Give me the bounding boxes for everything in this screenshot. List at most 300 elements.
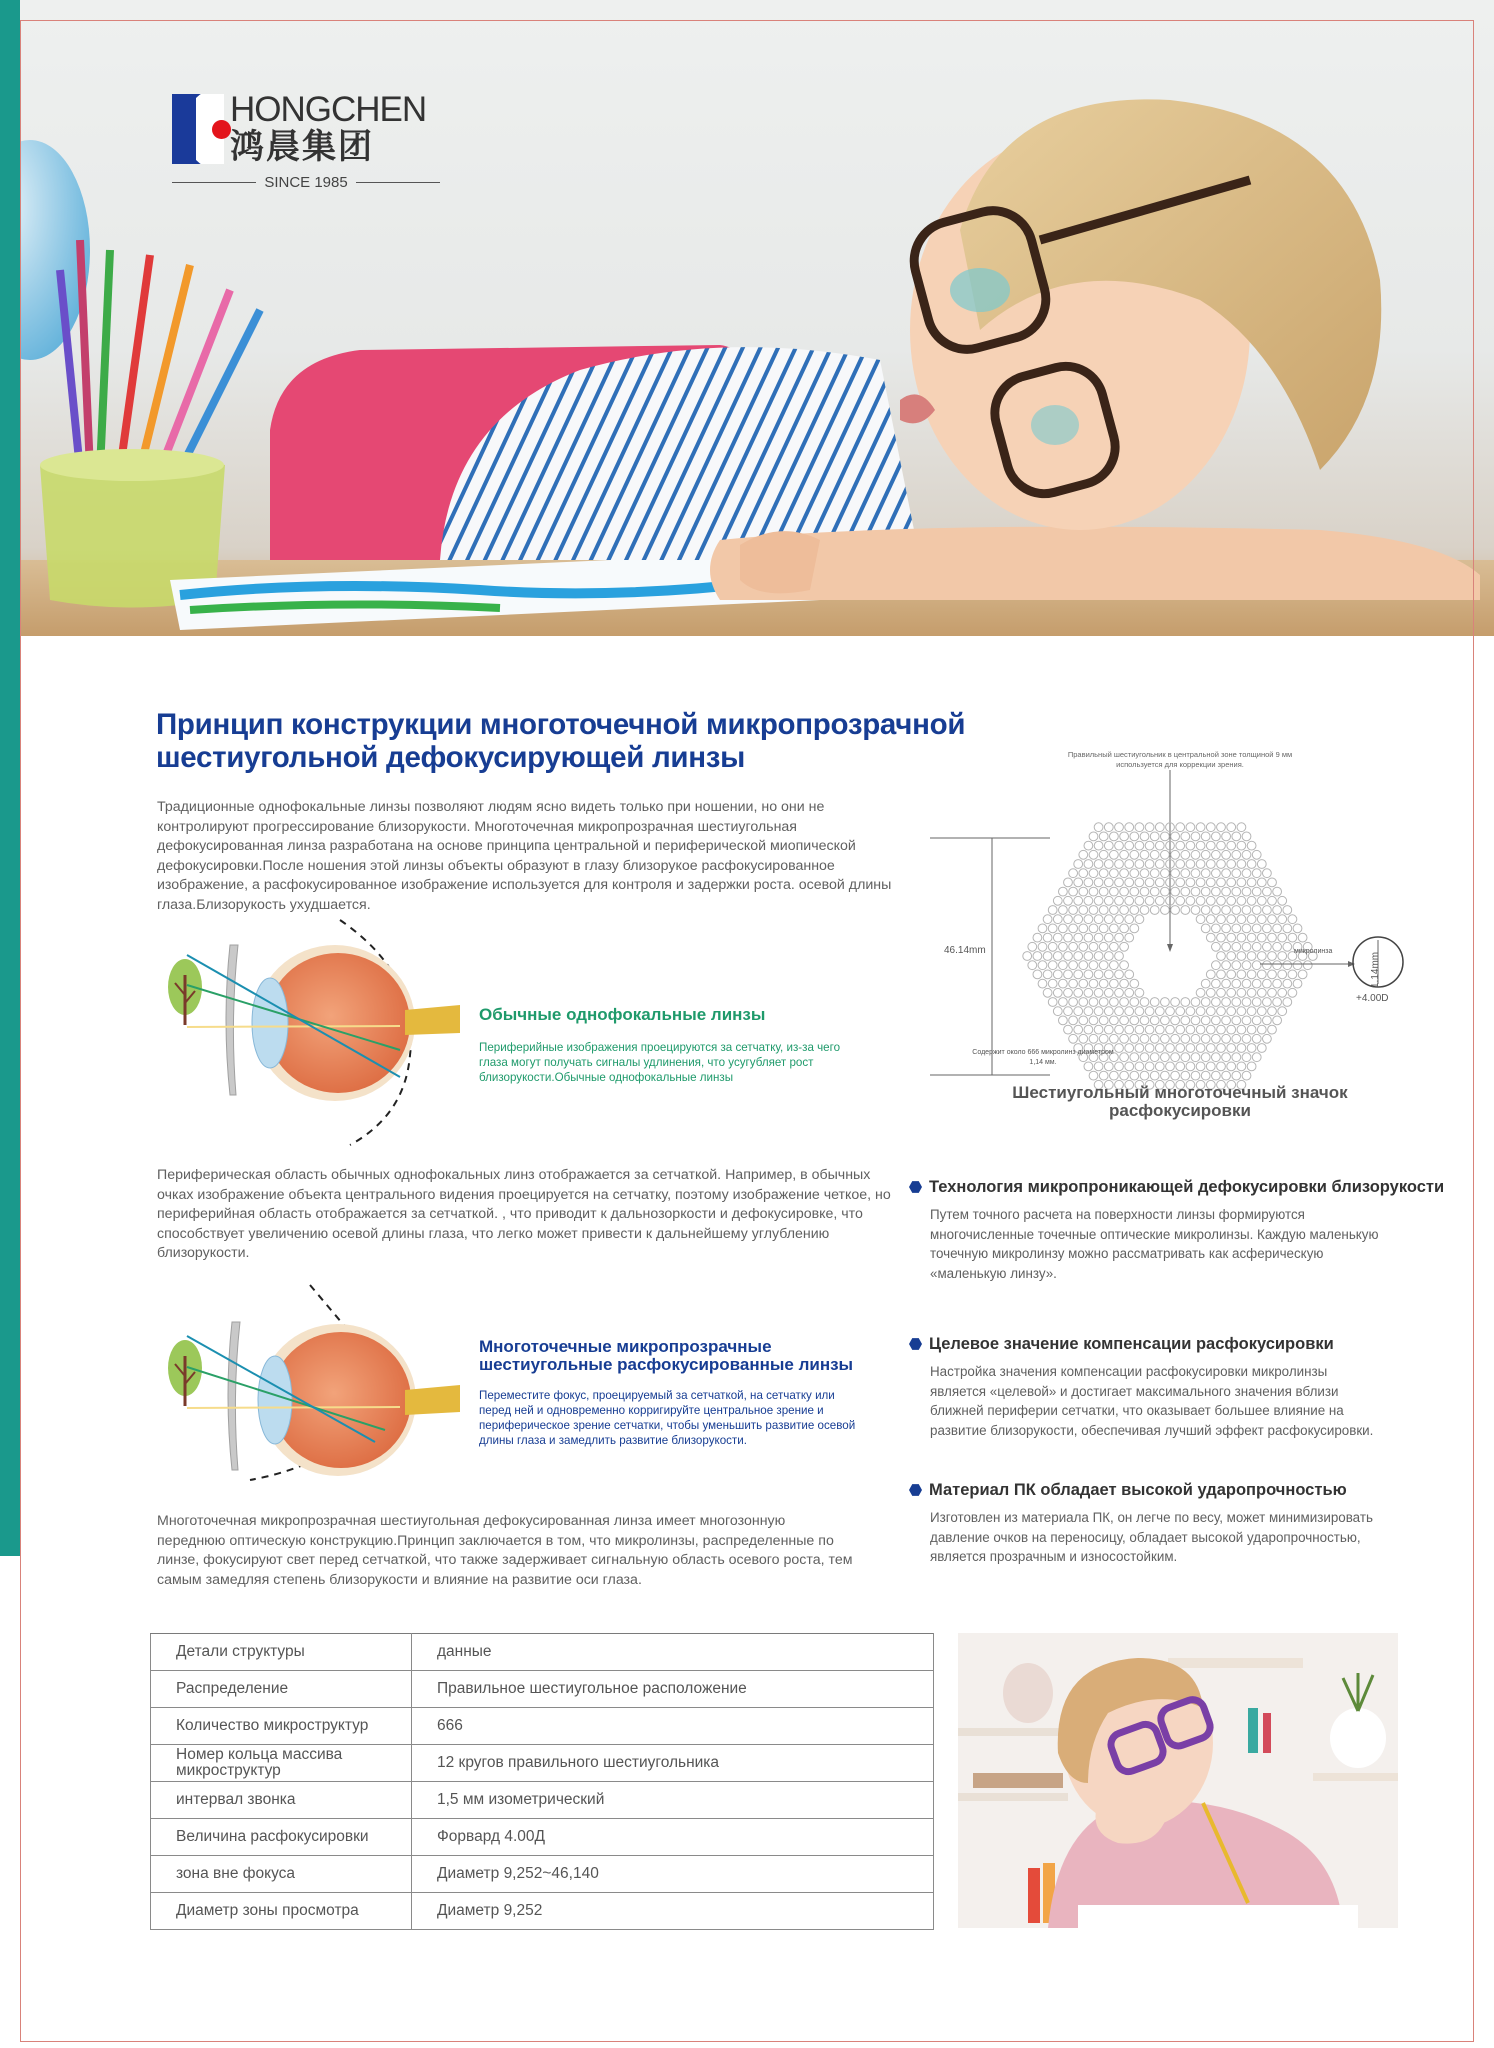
microlens-dot [1227,896,1236,905]
microlens-dot [1048,906,1057,915]
microlens-dot [1283,998,1292,1007]
microlens-dot [1212,1071,1221,1080]
microlens-dot [1115,988,1124,997]
single-vision-heading: Обычные однофокальные линзы [479,1005,766,1024]
microlens-dot [1161,1016,1170,1025]
table-row [151,1856,934,1893]
feature-text: Настройка значения компенсации расфокусировки микролинзы является «целевой» и достигает максимального значения вблизи ближней периферии сетчатки, что оказывает большее влияние на развитие близорукости, обеспечивая лучший эффект расфокусировки. [930,1364,1374,1438]
microlens-dot [1110,869,1119,878]
microlens-dot [1130,832,1139,841]
microlens-dot [1120,924,1129,933]
microlens-dot [1125,1007,1134,1016]
microlens-dot [1196,915,1205,924]
microlens-dot [1247,952,1256,961]
table-row [151,1819,934,1856]
microlens-dot [1247,915,1256,924]
microlens-dot [1053,952,1062,961]
microlens-dot [1212,924,1221,933]
microlens-dot [1104,915,1113,924]
microlens-dot [1130,979,1139,988]
microlens-dot [1263,1016,1272,1025]
microlens-dot [1110,906,1119,915]
microlens-dot [1125,1025,1134,1034]
microlens-dot [1125,915,1134,924]
microlens-dot [1069,869,1078,878]
microlens-dot [1130,869,1139,878]
microlens-dot [1273,998,1282,1007]
microlens-dot [1115,915,1124,924]
microlens-dot [1257,860,1266,869]
microlens-dot [1263,998,1272,1007]
microlens-dot [1293,979,1302,988]
microlens-dot [1252,924,1261,933]
microlens-dot [1161,1071,1170,1080]
microlens-dot [1186,1062,1195,1071]
microlens-dot [1048,942,1057,951]
microlens-dot [1191,869,1200,878]
microlens-dot [1089,924,1098,933]
microlens-dot [1135,860,1144,869]
table-cell-value: Правильное шестиугольное расположение [412,1671,934,1708]
microlens-dot [1217,915,1226,924]
microlens-dot [1079,961,1088,970]
microlens-dot [1212,832,1221,841]
microlens-dot [1069,906,1078,915]
microlens-dot [1212,906,1221,915]
microlens-dot [1130,887,1139,896]
microlens-dot [1120,850,1129,859]
table-cell-label: Детали структуры [151,1634,412,1671]
microlens-dot [1104,878,1113,887]
microlens-dot [1278,915,1287,924]
microlens-dot [1288,988,1297,997]
microlens-dot [1110,1034,1119,1043]
microlens-dot [1237,970,1246,979]
microlens-dot [1217,970,1226,979]
microlens-dot [1064,952,1073,961]
microlens-dot [1155,1007,1164,1016]
microlens-dot [1161,869,1170,878]
page-title: Принцип конструкции многоточечной микропрозрачной шестиугольной дефокусирующей линзы [156,708,966,774]
microlens-dot [1237,952,1246,961]
microlens-dot [1120,1053,1129,1062]
microlens-dot [1120,961,1129,970]
microlens-dot [1115,1025,1124,1034]
microlens-dot [1104,1025,1113,1034]
microlens-dot [1227,970,1236,979]
microlens-dot [1115,933,1124,942]
microlens-dot [1222,906,1231,915]
hex-center-note: Правильный шестиугольник в центральной зоне толщиной 9 мм используется для коррекции зрения. [1067,750,1293,769]
microlens-dot [1150,1053,1159,1062]
microlens-dot [1181,906,1190,915]
microlens-dot [1288,970,1297,979]
microlens-dot [1171,1034,1180,1043]
microlens-dot [1196,841,1205,850]
microlens-dot [1293,924,1302,933]
microlens-dot [1257,933,1266,942]
microlens-dot [1099,942,1108,951]
hexagon-bullet-icon [909,1484,922,1497]
microlens-dot [1074,1025,1083,1034]
microlens-dot [1120,887,1129,896]
microlens-dot [1201,832,1210,841]
microlens-dot [1191,906,1200,915]
microlens-dot [1084,933,1093,942]
microlens-dot [1212,1034,1221,1043]
microlens-dot [1257,915,1266,924]
microlens-dot [1048,961,1057,970]
microlens-dot [1135,915,1144,924]
microlens-dot [1247,933,1256,942]
microlens-dot [1268,878,1277,887]
microlens-dot [1099,924,1108,933]
microlens-dot [1120,869,1129,878]
microlens-dot [1257,970,1266,979]
hero-photo [20,0,1494,636]
table-cell-value: 12 кругов правильного шестиугольника [412,1745,934,1782]
microlens-dot [1237,878,1246,887]
microlens-dot [1079,869,1088,878]
microlens-dot [1069,942,1078,951]
microlens-dot [1140,1016,1149,1025]
microlens-dot [1181,850,1190,859]
microlens-dot [1130,998,1139,1007]
microlens-dot [1033,952,1042,961]
microlens-dot [1099,961,1108,970]
microlens-dot [1222,850,1231,859]
microlens-dot [1278,970,1287,979]
microlens-dot [1268,970,1277,979]
microlens-dot [1191,1034,1200,1043]
microlens-dot [1130,850,1139,859]
table-row [151,1782,934,1819]
microlens-dot [1125,878,1134,887]
microlens-dot [1099,1071,1108,1080]
microlens-dot [1196,1044,1205,1053]
microlens-dot [1074,1007,1083,1016]
microlens-dot [1252,979,1261,988]
microlens-dot [1140,1071,1149,1080]
microlens-dot [1135,823,1144,832]
microlens-dot [1069,998,1078,1007]
microlens-dot [1232,1016,1241,1025]
microlens-dot [1135,841,1144,850]
microlens-dot [1161,998,1170,1007]
microlens-dot [1222,1071,1231,1080]
microlens-dot [1222,1053,1231,1062]
microlens-dot [1120,998,1129,1007]
microlens-dot [1288,933,1297,942]
microlens-dot [1084,915,1093,924]
microlens-dot [1212,961,1221,970]
microlens-dot [1064,1007,1073,1016]
microlens-dot [1125,841,1134,850]
microlens-dot [1064,878,1073,887]
microlens-dot [1033,970,1042,979]
microlens-dot [1038,979,1047,988]
multi-lens-text: Переместите фокус, проецируемый за сетчаткой, на сетчатку или перед ней и одновременно корригируйте центральное зрение и периферическое зрение сетчатки, чтобы уменьшить развитие осевой длины глаза и замедлить развитие близорукости. [479,1389,856,1447]
microlens-dot [1263,869,1272,878]
microlens-dot [1268,952,1277,961]
microlens-power-label: +4.00D [1356,993,1389,1004]
microlens-dot [1130,1016,1139,1025]
microlens-dot [1064,970,1073,979]
microlens-dot [1206,1007,1215,1016]
microlens-dot [1059,942,1068,951]
microlens-dot [1186,841,1195,850]
feature-text: Путем точного расчета на поверхности линзы формируются многочисленные точечные оптические микролинзы. Каждую маленькую точечную микролинзу можно рассматривать как асферическую «маленькую линзу». [930,1207,1379,1281]
microlens-dot [1257,988,1266,997]
microlens-dot [1242,832,1251,841]
microlens-dot [1140,1034,1149,1043]
microlens-dot [1074,988,1083,997]
microlens-dot [1104,896,1113,905]
microlens-dot [1217,878,1226,887]
microlens-dot [1094,841,1103,850]
microlens-dot [1166,1007,1175,1016]
microlens-dot [1237,860,1246,869]
microlens-dot [1227,823,1236,832]
table-cell-label: Диаметр зоны просмотра [151,1893,412,1930]
table-cell-label: Количество микроструктур [151,1708,412,1745]
microlens-dot [1155,841,1164,850]
microlens-dot [1196,988,1205,997]
microlens-dot [1115,896,1124,905]
microlens-dot [1222,979,1231,988]
microlens-dot [1252,998,1261,1007]
microlens-dot [1053,988,1062,997]
microlens-dot [1196,860,1205,869]
microlens-dot [1135,896,1144,905]
microlens-dot [1273,887,1282,896]
microlens-dot [1242,979,1251,988]
microlens-dot [1206,915,1215,924]
microlens-dot [1303,961,1312,970]
microlens-dot [1237,988,1246,997]
microlens-dot [1099,998,1108,1007]
microlens-dot [1217,988,1226,997]
microlens-dot [1217,933,1226,942]
microlens-dot [1217,896,1226,905]
microlens-dot [1089,998,1098,1007]
microlens-dot [1145,841,1154,850]
microlens-dot [1201,850,1210,859]
microlens-dot [1089,942,1098,951]
microlens-dot [1140,850,1149,859]
microlens-dot [1206,970,1215,979]
microlens-dot [1273,961,1282,970]
table-row [151,1893,934,1930]
microlens-dot [1155,1062,1164,1071]
microlens-dot [1059,998,1068,1007]
microlens-dot [1043,933,1052,942]
table-cell-value: Диаметр 9,252 [412,1893,934,1930]
microlens-dot [1206,860,1215,869]
microlens-dot [1064,896,1073,905]
microlens-dot [1196,823,1205,832]
microlens-dot [1089,1071,1098,1080]
microlens-dot [1069,961,1078,970]
microlens-dot [1222,942,1231,951]
microlens-dot [1242,850,1251,859]
microlens-dot [1196,1062,1205,1071]
company-logo [172,90,442,194]
microlens-dot [1242,1053,1251,1062]
microlens-dot [1059,1016,1068,1025]
table-row [151,1745,934,1782]
microlens-dot [1094,1025,1103,1034]
microlens-dot [1181,998,1190,1007]
microlens-dot [1242,998,1251,1007]
microlens-dot [1115,1007,1124,1016]
microlens-dot [1217,823,1226,832]
microlens-dot [1242,906,1251,915]
microlens-dot [1242,1071,1251,1080]
microlens-dot [1150,1034,1159,1043]
microlens-dot [1201,1034,1210,1043]
microlens-dot [1110,998,1119,1007]
microlens-dot [1278,933,1287,942]
microlens-dot [1120,832,1129,841]
microlens-dot [1237,823,1246,832]
hex-contains-label: Содержит около 666 микролинз диаметром 1,14 мм. [972,1049,1114,1066]
microlens-dot [1099,832,1108,841]
microlens-dot [1247,1044,1256,1053]
microlens-dot [1155,896,1164,905]
microlens-dot [1201,1071,1210,1080]
table-row [151,1671,934,1708]
microlens-dot [1079,887,1088,896]
microlens-dot [1206,1025,1215,1034]
multi-point-eye-diagram [160,1280,460,1485]
microlens-dot [1206,896,1215,905]
microlens-dot [1278,1007,1287,1016]
microlens-dot [1237,841,1246,850]
microlens-dot [1150,887,1159,896]
microlens-dot [1140,1053,1149,1062]
microlens-dot [1273,942,1282,951]
tree-icon [168,959,202,1025]
microlens-dot [1094,952,1103,961]
microlens-dot [1257,952,1266,961]
microlens-dot [1242,887,1251,896]
microlens-dot [1181,1034,1190,1043]
microlens-dot [1212,979,1221,988]
microlens-dot [1191,832,1200,841]
microlens-dot [1171,887,1180,896]
teal-side-stripe [0,0,20,1556]
microlens-dot [1140,906,1149,915]
microlens-dot [1089,832,1098,841]
microlens-dot [1115,952,1124,961]
microlens-dot [1053,933,1062,942]
microlens-dot [1232,850,1241,859]
microlens-dot [1099,869,1108,878]
microlens-dot [1094,915,1103,924]
microlens-dot [1023,952,1032,961]
microlens-dot [1227,841,1236,850]
microlens-dot [1247,1025,1256,1034]
microlens-dot [1069,924,1078,933]
microlens-dot [1237,915,1246,924]
microlens-dot [1191,1016,1200,1025]
microlens-dot [1247,970,1256,979]
microlens-dot [1089,961,1098,970]
microlens-dot [1166,1062,1175,1071]
microlens-dot [1171,1071,1180,1080]
microlens-dot [1104,823,1113,832]
microlens-dot [1089,850,1098,859]
microlens-dot [1094,1007,1103,1016]
microlens-dot [1135,1044,1144,1053]
microlens-dot [1222,998,1231,1007]
microlens-dot [1150,869,1159,878]
microlens-dot [1181,1071,1190,1080]
microlens-dot [1186,823,1195,832]
table-cell-label: интервал звонка [151,1782,412,1819]
microlens-dot [1176,823,1185,832]
microlens-dot [1155,1044,1164,1053]
microlens-dot [1140,998,1149,1007]
microlens-dot [1110,832,1119,841]
microlens-dot [1217,1062,1226,1071]
microlens-dot [1232,961,1241,970]
microlens-dot [1084,988,1093,997]
table-cell-value: данные [412,1634,934,1671]
microlens-dot [1247,860,1256,869]
microlens-dot [1217,1007,1226,1016]
hex-microlens-diagram [930,770,1410,1090]
microlens-dot [1232,887,1241,896]
table-cell-label: зона вне фокуса [151,1856,412,1893]
microlens-dot [1120,1016,1129,1025]
microlens-dot [1145,1025,1154,1034]
microlens-dot [1079,1016,1088,1025]
microlens-dot [1094,860,1103,869]
microlens-dot [1268,915,1277,924]
multi-lens-description: Многоточечная микропрозрачная шестиугольная дефокусированная линза имеет многозонную переднюю оптическую конструкцию.Принцип заключается в том, что микролинзы, распределенные по линзе, фокусируют свет перед сетчаткой, что также задерживает сигнальную область осевого роста, тем самым замедляя степень близорукости и влияние на развитие оси глаза. [157,1513,853,1588]
microlens-dot [1263,979,1272,988]
microlens-dot [1252,869,1261,878]
microlens-dot [1186,1007,1195,1016]
microlens-dot [1232,1053,1241,1062]
microlens-dot [1263,924,1272,933]
microlens-dot [1171,1053,1180,1062]
microlens-dot [1161,887,1170,896]
microlens-dot [1120,1034,1129,1043]
microlens-dot [1079,850,1088,859]
microlens-dot [1176,860,1185,869]
table-cell-value: Форвард 4.00Д [412,1819,934,1856]
microlens-dot [1038,942,1047,951]
microlens-dot [1099,887,1108,896]
microlens-dot [1161,832,1170,841]
intro-paragraph: Традиционные однофокальные линзы позволяют людям ясно видеть только при ношении, но они не контролируют прогрессирование близорукости. Многоточечная микропрозрачная шестиугольная дефокусированная линза разработана на основе принципа центральной и периферической миопической дефокусировки.После ношения этой линзы объекты образуют в глазу близорукое расфокусированное изображение, а расфокусированное изображение используется для контроля и задержки роста. осевой длины глаза.Близорукость ухудшается. [157,799,892,913]
microlens-dot [1257,1007,1266,1016]
microlens-dot [1227,988,1236,997]
microlens-dot [1268,896,1277,905]
hexagon-bullet-icon [909,1338,922,1351]
microlens-dot [1186,1044,1195,1053]
microlens-dot [1283,906,1292,915]
microlens-dot [1064,915,1073,924]
microlens-dot [1089,979,1098,988]
microlens-dot [1206,1044,1215,1053]
microlens-dot [1089,1016,1098,1025]
microlens-dot [1176,878,1185,887]
table-cell-value: Диаметр 9,252~46,140 [412,1856,934,1893]
